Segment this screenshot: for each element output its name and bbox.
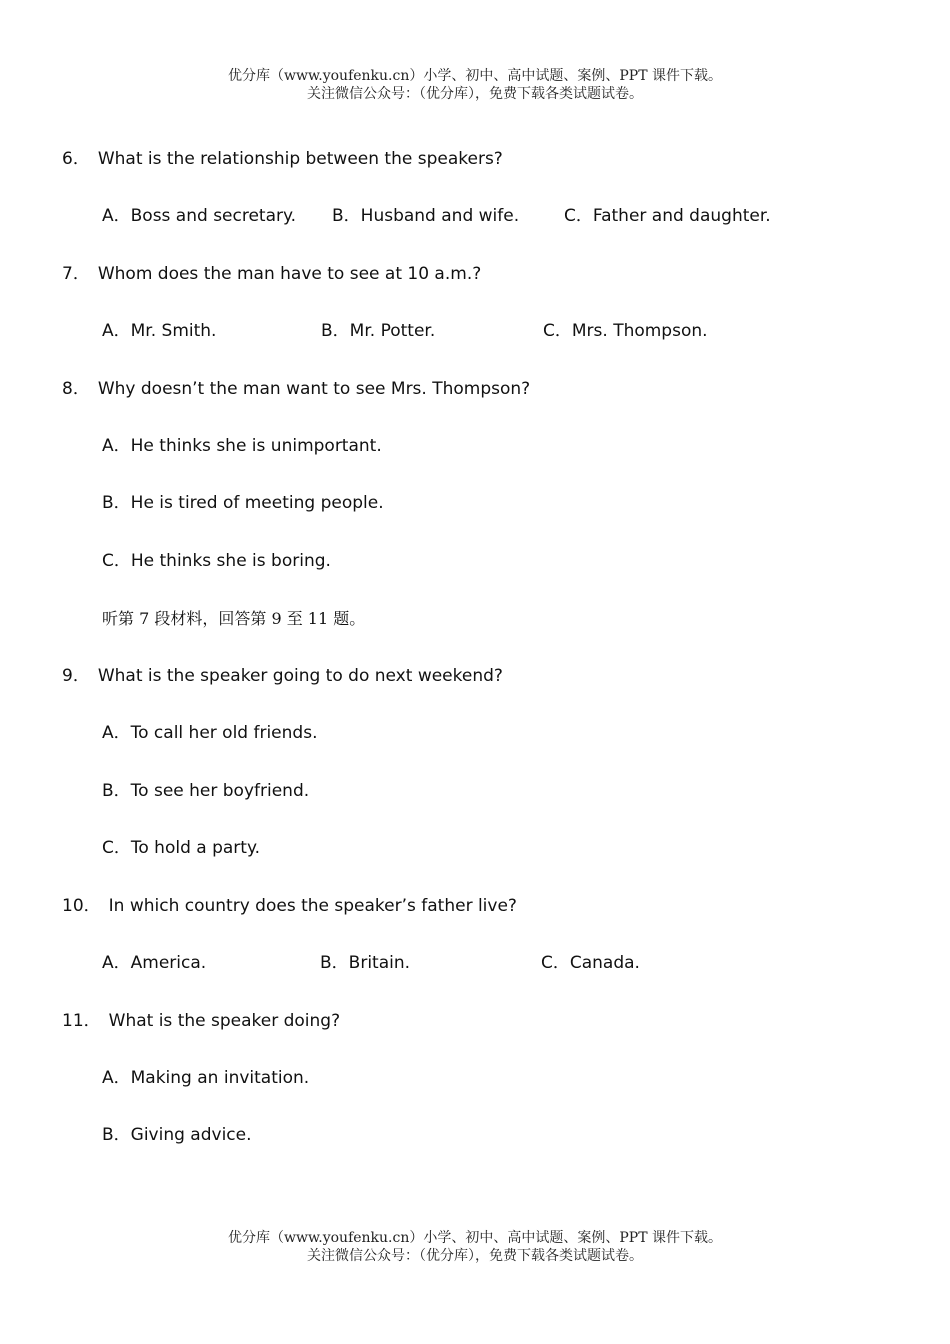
option-b: B．Britain. — [320, 953, 411, 973]
page-footer — [0, 1229, 950, 1265]
footer-line-1: 优分库（www.youfenku.cn）小学、初中、高中试题、案例、PPT 课件下载。 — [227, 1230, 722, 1246]
question-text: Why doesn’t the man want to see Mrs. Thompson? — [97, 379, 531, 399]
option-a: A．Making an invitation. — [102, 1068, 310, 1088]
footer-line-2: 关注微信公众号：（优分库），免费下载各类试题试卷。 — [307, 1248, 643, 1264]
option-a: A．Boss and secretary. — [102, 206, 297, 226]
option-c: C．Father and daughter. — [564, 206, 771, 226]
question-number: 11． — [62, 1011, 101, 1031]
question-number: 7． — [62, 264, 90, 284]
question-text: What is the relationship between the speakers? — [97, 149, 503, 169]
section-instruction: 听第 7 段材料，回答第 9 至 11 题。 — [102, 609, 366, 628]
option-b: B．Husband and wife. — [332, 206, 520, 226]
header-line-2: 关注微信公众号：（优分库），免费下载各类试题试卷。 — [307, 86, 643, 102]
option-a: A．America. — [102, 953, 207, 973]
question-text: Whom does the man have to see at 10 a.m.? — [97, 264, 482, 284]
page-header — [0, 67, 950, 103]
header-line-1: 优分库（www.youfenku.cn）小学、初中、高中试题、案例、PPT 课件下载。 — [227, 68, 722, 84]
option-c: C．He thinks she is boring. — [102, 551, 331, 571]
option-a: A．He thinks she is unimportant. — [102, 436, 382, 456]
question-8 — [62, 378, 530, 400]
option-c: C．Canada. — [541, 953, 640, 973]
question-7 — [62, 263, 481, 285]
question-number: 8． — [62, 379, 90, 399]
question-text: What is the speaker doing? — [108, 1011, 341, 1031]
option-a: A．Mr. Smith. — [102, 321, 217, 341]
option-a: A．To call her old friends. — [102, 723, 318, 743]
question-9 — [62, 665, 503, 687]
option-b: B．He is tired of meeting people. — [102, 493, 384, 513]
question-7-options — [102, 320, 862, 342]
question-6 — [62, 148, 503, 170]
option-b: B．Giving advice. — [102, 1125, 252, 1145]
question-text: What is the speaker going to do next weekend? — [97, 666, 503, 686]
question-number: 6． — [62, 149, 90, 169]
option-c: C．Mrs. Thompson. — [543, 321, 708, 341]
question-number: 10． — [62, 896, 101, 916]
option-c: C．To hold a party. — [102, 838, 260, 858]
question-6-options — [102, 205, 862, 227]
question-10-options — [102, 952, 862, 974]
question-number: 9． — [62, 666, 90, 686]
option-b: B．To see her boyfriend. — [102, 781, 310, 801]
question-10 — [62, 895, 517, 917]
question-11 — [62, 1010, 340, 1032]
option-b: B．Mr. Potter. — [321, 321, 436, 341]
question-text: In which country does the speaker’s father live? — [108, 896, 517, 916]
